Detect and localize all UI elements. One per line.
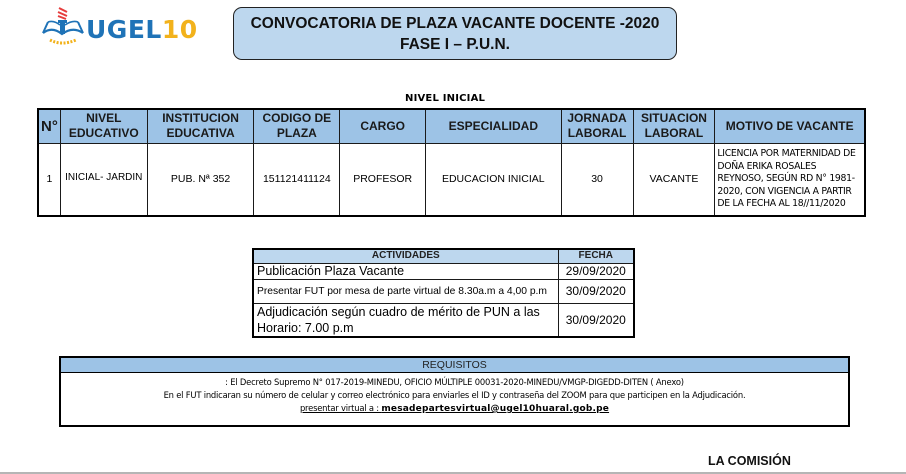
- cell-nivel-educativo: INICIAL- JARDIN: [60, 143, 147, 216]
- col-header-actividades: ACTIVIDADES: [253, 249, 558, 263]
- ugel10-logo: [40, 6, 198, 48]
- requisitos-body: [61, 373, 848, 425]
- cell-actividad: [253, 303, 558, 337]
- title-line-2: FASE I – P.U.N.: [400, 36, 510, 53]
- title-box: [233, 7, 677, 60]
- plazas-table: [37, 108, 866, 217]
- cell-motivo: LICENCIA POR MATERNIDAD DE DOÑA ERIKA ROSALES REYNOSO, SEGÚN RD N° 1981-2020, CON VIGENCIA A PARTIR DE LA FECHA AL 18//11/2020: [715, 143, 865, 216]
- title-line-1: CONVOCATORIA DE PLAZA VACANTE DOCENTE -2020: [250, 15, 660, 32]
- col-header-numero: N°: [38, 109, 60, 143]
- requisitos-title: REQUISITOS: [61, 358, 848, 373]
- actividades-table: [252, 248, 635, 338]
- cell-especialidad: EDUCACION INICIAL: [426, 143, 562, 216]
- table-row: [253, 303, 634, 337]
- col-header-fecha: FECHA: [558, 249, 634, 263]
- cell-actividad: Presentar FUT por mesa de parte virtual de 8.30a.m a 4,00 p.m: [253, 279, 558, 303]
- cell-fecha: 29/09/2020: [558, 263, 634, 279]
- col-header-institucion: INSTITUCION EDUCATIVA: [147, 109, 254, 143]
- cell-actividad: Publicación Plaza Vacante: [253, 263, 558, 279]
- cell-fecha: 30/09/2020: [558, 279, 634, 303]
- col-header-jornada: JORNADA LABORAL: [561, 109, 633, 143]
- cell-jornada: 30: [561, 143, 633, 216]
- col-header-nivel-educativo: NIVEL EDUCATIVO: [60, 109, 147, 143]
- actividad-line-1: Adjudicación según cuadro de mérito de PUN a las: [257, 304, 540, 319]
- cell-cargo: PROFESOR: [340, 143, 426, 216]
- logo-wordmark: [86, 15, 198, 44]
- logo-ugel-text: UGEL: [86, 15, 162, 44]
- table-row: [253, 263, 634, 279]
- signature-la-comision: LA COMISIÓN: [708, 454, 791, 468]
- cell-numero: 1: [38, 143, 60, 216]
- col-header-especialidad: ESPECIALIDAD: [426, 109, 562, 143]
- nivel-title: NIVEL INICIAL: [405, 93, 486, 104]
- cell-codigo-plaza: 151121411124: [254, 143, 340, 216]
- table-row: [253, 279, 634, 303]
- logo-number-text: 10: [161, 15, 198, 44]
- actividad-line-2: Horario: 7.00 p.m: [257, 320, 354, 335]
- email-link[interactable]: mesadepartesvirtual@ugel10huaral.gob.pe: [381, 404, 610, 414]
- table-header-row: [38, 109, 865, 143]
- requisitos-box: [59, 356, 850, 427]
- requisitos-line-1: : El Decreto Supremo N° 017-2019-MINEDU, OFICIO MÚLTIPLE 00031-2020-MINEDU/VMGP-DIGEDD-DITEN ( Anexo): [225, 377, 684, 387]
- cell-institucion: PUB. Nª 352: [147, 143, 254, 216]
- requisitos-line-3: [61, 402, 848, 416]
- col-header-motivo: MOTIVO DE VACANTE: [715, 109, 865, 143]
- table-row: [38, 143, 865, 216]
- actividades-header-row: [253, 249, 634, 263]
- col-header-situacion: SITUACION LABORAL: [633, 109, 715, 143]
- col-header-codigo-plaza: CODIGO DE PLAZA: [254, 109, 340, 143]
- cell-fecha: 30/09/2020: [558, 303, 634, 337]
- requisitos-line-3-prefix: presentar virtual a :: [299, 403, 382, 413]
- open-book-torch-icon: [40, 6, 86, 48]
- requisitos-line-2: En el FUT indicaran su número de celular y correo electrónico para enviarles el ID y contraseña del ZOOM para que participen en la Adjudicación.: [163, 390, 746, 400]
- col-header-cargo: CARGO: [340, 109, 426, 143]
- cell-situacion: VACANTE: [633, 143, 715, 216]
